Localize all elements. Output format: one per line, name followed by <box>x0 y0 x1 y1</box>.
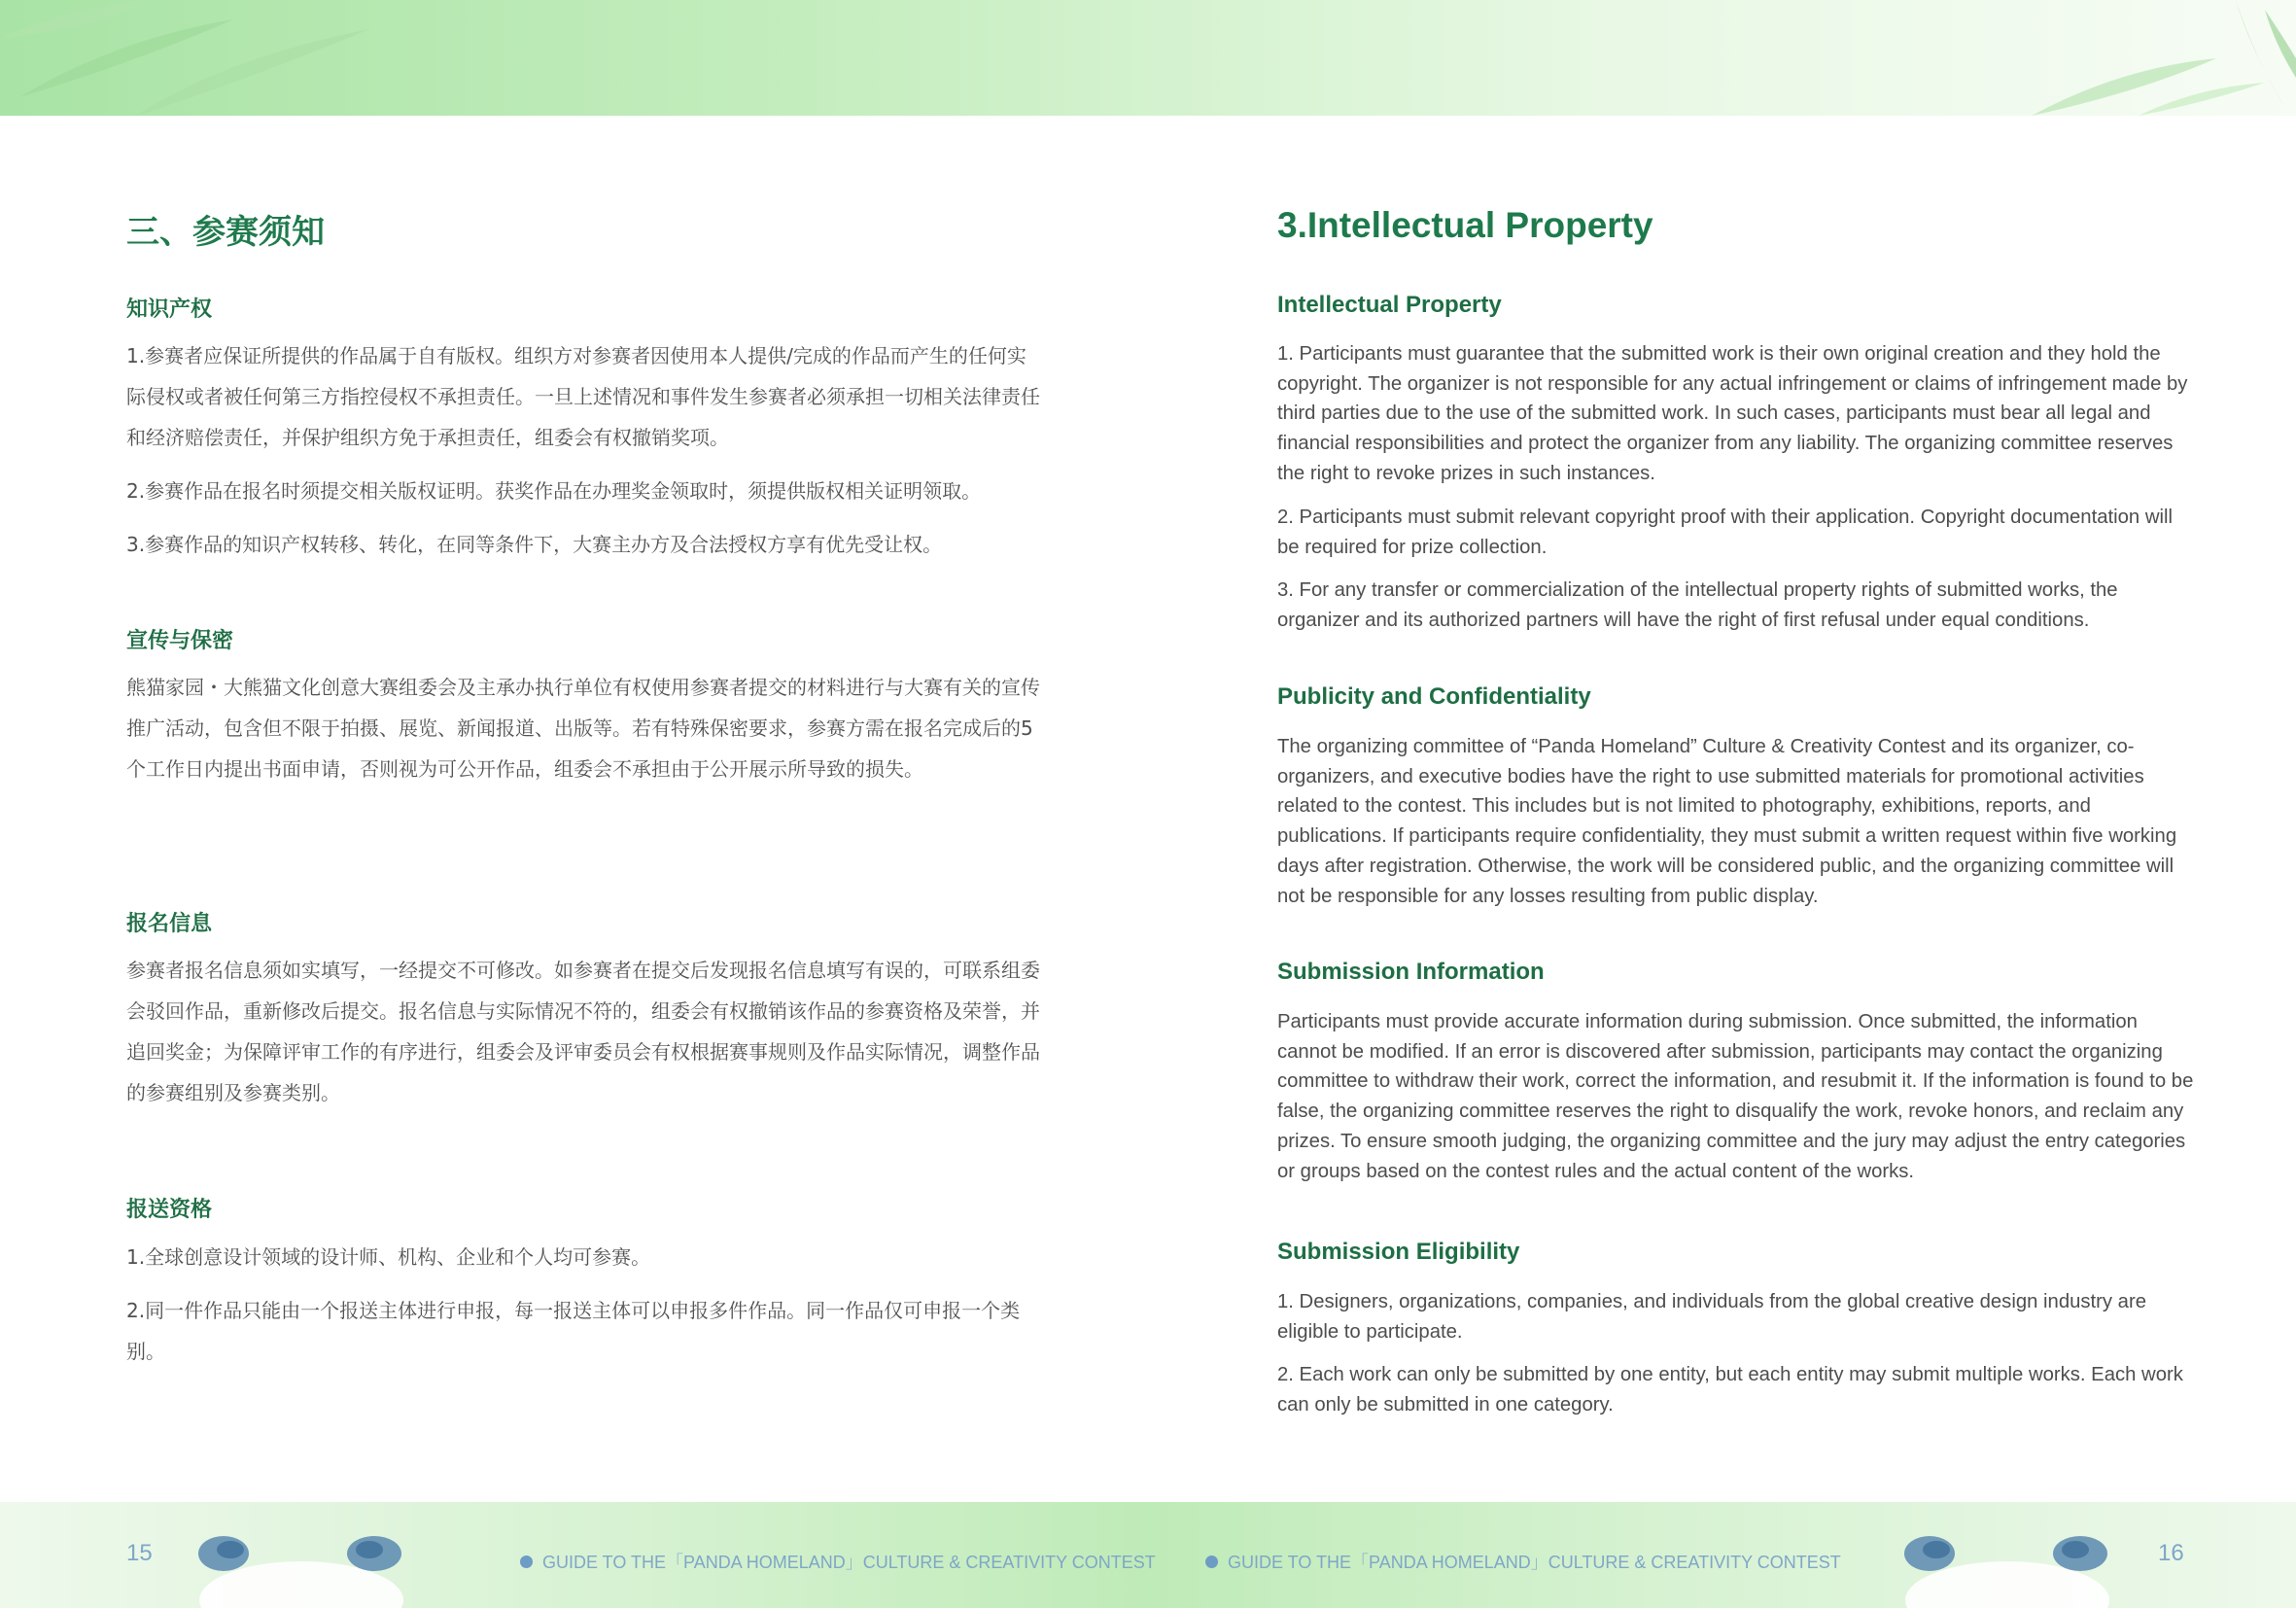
paragraph-en-eligibility-1: 1. Designers, organizations, companies, and individuals from the global creative design industry are eligible to participate. <box>1277 1291 2146 1343</box>
section-heading-zh-submission-info: 报名信息 <box>126 912 213 936</box>
bamboo-leaves-left-decoration <box>0 0 408 116</box>
footer-guide-right <box>1205 1549 1841 1574</box>
paragraph-en-submission-info: Participants must provide accurate information during submission. Once submitted, the information cannot be modified. If an error is discovered after submission, participants may contact the organizing committee to withdraw their work, correct the information, and resubmit it. If the information is found to be false, the organizing committee reserves the right to disqualify the work, revoke honors, and reclaim any prizes. To ensure smooth judging, the organizing committee and the jury may adjust the entry categories or groups based on the contest rules and the actual content of the works. <box>1277 1011 2194 1182</box>
paragraph-zh-publicity: 熊猫家园・大熊猫文化创意大赛组委会及主承办执行单位有权使用参赛者提交的材料进行与大赛有关的宣传推广活动，包含但不限于拍摄、展览、新闻报道、出版等。若有特殊保密要求，参赛方需在报名完成后的5个工作日内提出书面申请，否则视为可公开作品，组委会不承担由于公开展示所导致的损失。 <box>126 676 1040 781</box>
paragraph-zh-ip-2: 2.参赛作品在报名时须提交相关版权证明。获奖作品在办理奖金领取时，须提供版权相关证明领取。 <box>126 479 982 503</box>
paragraph-zh-ip-3: 3.参赛作品的知识产权转移、转化，在同等条件下，大赛主办方及合法授权方享有优先受让权。 <box>126 533 943 556</box>
section-heading-en-eligibility: Submission Eligibility <box>1277 1239 1520 1265</box>
bullet-dot-icon <box>1205 1556 1218 1568</box>
section-heading-en-publicity: Publicity and Confidentiality <box>1277 683 1591 710</box>
footer-guide-left-text: GUIDE TO THE「PANDA HOMELAND」CULTURE & CREATIVITY CONTEST <box>542 1553 1156 1572</box>
paragraph-zh-eligibility-2: 2.同一件作品只能由一个报送主体进行申报，每一报送主体可以申报多件作品。同一作品仅可申报一个类别。 <box>126 1299 1021 1363</box>
panda-ink-illustration-left <box>180 1522 423 1608</box>
section-heading-zh-ip: 知识产权 <box>126 297 213 322</box>
panda-ink-illustration-right <box>1886 1522 2129 1608</box>
page-title-zh: 三、参赛须知 <box>126 213 325 252</box>
section-heading-zh-eligibility: 报送资格 <box>126 1198 213 1222</box>
footer-guide-right-text: GUIDE TO THE「PANDA HOMELAND」CULTURE & CREATIVITY CONTEST <box>1228 1553 1841 1572</box>
paragraph-en-eligibility-2: 2. Each work can only be submitted by one entity, but each entity may submit multiple works. Each work can only be submitted in one category. <box>1277 1364 2183 1416</box>
footer-guide-left <box>520 1549 1156 1574</box>
page-title-en: 3.Intellectual Property <box>1277 205 1653 245</box>
bamboo-leaves-right-decoration <box>1993 0 2296 116</box>
page-number-left: 15 <box>126 1540 153 1566</box>
paragraph-zh-eligibility-1: 1.全球创意设计领域的设计师、机构、企业和个人均可参赛。 <box>126 1245 651 1269</box>
paragraph-en-publicity: The organizing committee of “Panda Homeland” Culture & Creativity Contest and its organizer, co-organizers, and executive bodies have the right to use submitted materials for promotional activities related to the contest. This includes but is not limited to photography, exhibitions, reports, and publications. If participants require confidentiality, they must submit a written request within five working days after registration. Otherwise, the work will be considered public, and the organizing committee will not be responsible for any losses resulting from public display. <box>1277 736 2177 907</box>
bullet-dot-icon <box>520 1556 533 1568</box>
section-heading-en-ip: Intellectual Property <box>1277 292 1502 318</box>
page-number-right: 16 <box>2158 1540 2184 1566</box>
top-decorative-band <box>0 0 2296 116</box>
section-heading-zh-publicity: 宣传与保密 <box>126 629 234 653</box>
section-heading-en-submission-info: Submission Information <box>1277 959 1545 985</box>
paragraph-zh-submission-info: 参赛者报名信息须如实填写，一经提交不可修改。如参赛者在提交后发现报名信息填写有误的，可联系组委会驳回作品，重新修改后提交。报名信息与实际情况不符的，组委会有权撤销该作品的参赛资格及荣誉，并追回奖金；为保障评审工作的有序进行，组委会及评审委员会有权根据赛事规则及作品实际情况，调整作品的参赛组别及参赛类别。 <box>126 959 1040 1104</box>
paragraph-zh-ip-1: 1.参赛者应保证所提供的作品属于自有版权。组织方对参赛者因使用本人提供/完成的作品而产生的任何实际侵权或者被任何第三方指控侵权不承担责任。一旦上述情况和事件发生参赛者必须承担一切相关法律责任和经济赔偿责任，并保护组织方免于承担责任，组委会有权撤销奖项。 <box>126 344 1040 449</box>
paragraph-en-ip-1: 1. Participants must guarantee that the submitted work is their own original creation and they hold the copyright. The organizer is not responsible for any actual infringement or claims of infringement made by third parties due to the use of the submitted work. In such cases, participants must bear all legal and financial responsibilities and protect the organizer from any liability. The organizing committee reserves the right to revoke prizes in such instances. <box>1277 343 2188 484</box>
paragraph-en-ip-3: 3. For any transfer or commercialization of the intellectual property rights of submitted works, the organizer and its authorized partners will have the right of first refusal under equal conditions. <box>1277 579 2118 631</box>
paragraph-en-ip-2: 2. Participants must submit relevant copyright proof with their application. Copyright documentation will be required for prize collection. <box>1277 507 2173 558</box>
